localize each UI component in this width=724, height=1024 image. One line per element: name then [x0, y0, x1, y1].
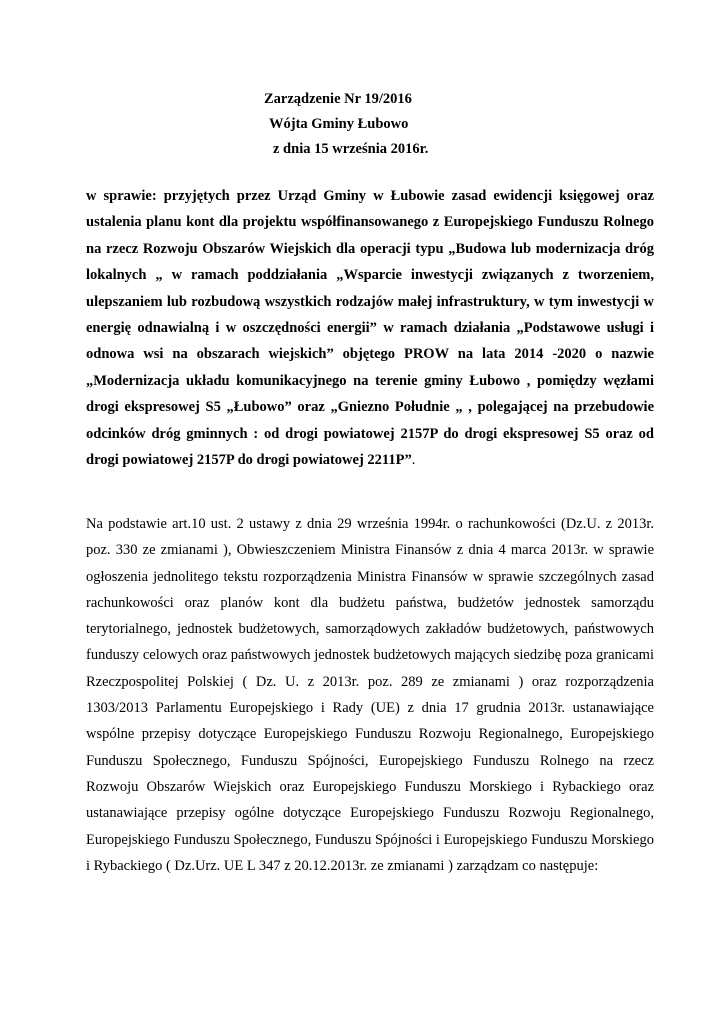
subject-text: w sprawie: przyjętych przez Urząd Gminy w Łubowie zasad ewidencji księgowej oraz ustalenia planu kont dla projektu współfinansowanego z Europejskiego Funduszu Rolnego na rzecz Rozwoju Obszarów Wiejskich dla operacji typu „Budowa lub modernizacja dróg lokalnych „ w ramach poddziałania „Wsparcie inwestycji związanych z tworzeniem, ulepszaniem lub rozbudową wszystkich rodzajów małej infrastruktury, w tym inwestycji w energię odnawialną i w oszczędności energii” w ramach działania „Podstawowe usługi i odnowa wsi na obszarach wiejskich” objętego PROW na lata 2014 -2020 o nazwie „Modernizacja układu komunikacyjnego na terenie gminy Łubowo , pomiędzy węzłami drogi ekspresowej S5 „Łubowo” oraz „Gniezno Południe „ , polegającej na przebudowie odcinków dróg gminnych : od drogi powiatowej 2157P do drogi ekspresowej S5 oraz od drogi powiatowej 2157P do drogi powiatowej 2211P” — [86, 188, 654, 469]
subject-end-punctuation: . — [411, 452, 416, 469]
legal-basis-paragraph: Na podstawie art.10 ust. 2 ustawy z dnia 29 września 1994r. o rachunkowości (Dz.U. z 2013r. poz. 330 ze zmianami ), Obwieszczeniem Ministra Finansów z dnia 4 marca 2013r. w sprawie ogłoszenia jednolitego tekstu rozporządzenia Ministra Finansów w sprawie szczególnych zasad rachunkowości oraz planów kont dla budżetu państwa, budżetów jednostek samorządu terytorialnego, jednostek budżetowych, samorządowych zakładów budżetowych, państwowych funduszy celowych oraz państwowych jednostek budżetowych mających siedzibę poza granicami Rzeczpospolitej Polskiej ( Dz. U. z 2013r. poz. 289 ze zmianami ) oraz rozporządzenia 1303/2013 Parlamentu Europejskiego i Rady (UE) z dnia 17 grudnia 2013r. ustanawiające wspólne przepisy dotyczące Europejskiego Funduszu Rozwoju Regionalnego, Europejskiego Funduszu Społecznego, Funduszu Spójności, Europejskiego Funduszu Rolnego na rzecz Rozwoju Obszarów Wiejskich oraz Europejskiego Funduszu Morskiego i Rybackiego oraz ustanawiające przepisy ogólne dotyczące Europejskiego Funduszu Rozwoju Regionalnego, Europejskiego Funduszu Społecznego, Funduszu Spójności i Europejskiego Funduszu Morskiego i Rybackiego ( Dz.Urz. UE L 347 z 20.12.2013r. ze zmianami ) zarządzam co następuje: — [86, 516, 654, 874]
ordinance-title: Zarządzenie Nr 19/2016 — [264, 91, 412, 107]
subject-paragraph — [86, 183, 654, 473]
ordinance-issuer: Wójta Gminy Łubowo — [269, 116, 409, 132]
ordinance-date: z dnia 15 września 2016r. — [273, 141, 429, 157]
